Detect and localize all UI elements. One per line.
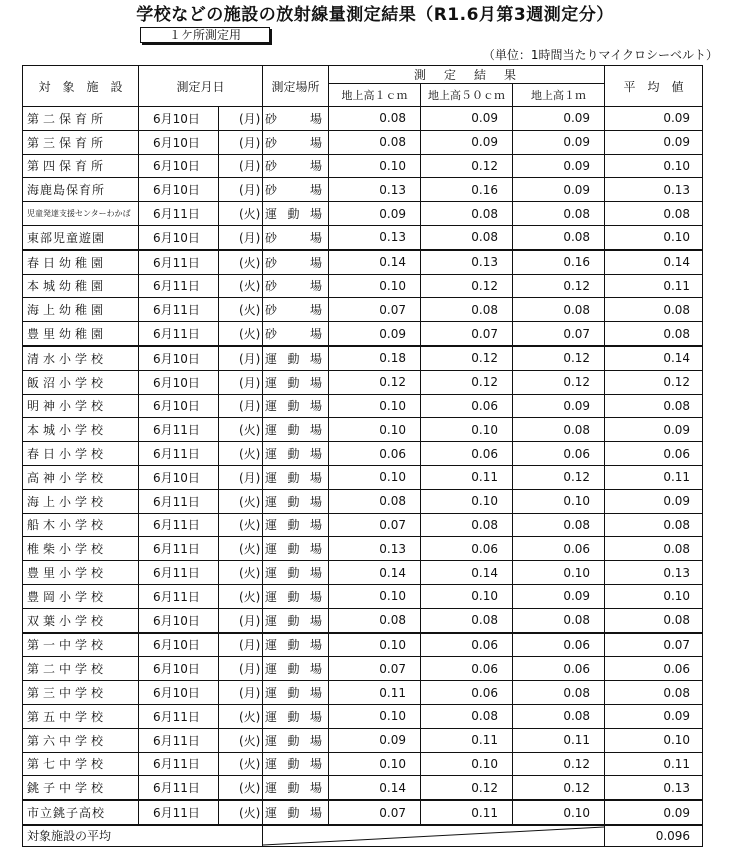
value-50cm-cell: 0.14: [421, 561, 513, 585]
value-50cm-cell: 0.06: [421, 394, 513, 418]
table-row: [23, 130, 703, 154]
date-cell: 6月10日: [139, 657, 219, 681]
value-1m-cell: 0.08: [513, 418, 605, 442]
place-cell: 運動場: [263, 394, 329, 418]
weekday-cell: (月): [219, 346, 263, 370]
weekday-cell: (月): [219, 130, 263, 154]
value-50cm-cell: 0.06: [421, 442, 513, 466]
facility-cell: 東部児童遊園: [23, 225, 139, 249]
average-cell: 0.10: [605, 154, 703, 178]
value-1m-cell: 0.06: [513, 633, 605, 657]
date-cell: 6月10日: [139, 633, 219, 657]
value-50cm-cell: 0.08: [421, 298, 513, 322]
value-1cm-cell: 0.14: [329, 561, 421, 585]
place-cell: 砂場: [263, 130, 329, 154]
date-cell: 6月11日: [139, 274, 219, 298]
average-cell: 0.08: [605, 608, 703, 632]
place-cell: 運動場: [263, 657, 329, 681]
value-50cm-cell: 0.12: [421, 776, 513, 800]
place-cell: 砂場: [263, 322, 329, 346]
facility-cell: 第二中学校: [23, 657, 139, 681]
table-row: [23, 418, 703, 442]
value-1cm-cell: 0.09: [329, 202, 421, 226]
table-row: [23, 442, 703, 466]
weekday-cell: (月): [219, 608, 263, 632]
value-50cm-cell: 0.09: [421, 130, 513, 154]
facility-cell: 椎柴小学校: [23, 537, 139, 561]
average-cell: 0.10: [605, 225, 703, 249]
value-1m-cell: 0.06: [513, 442, 605, 466]
place-cell: 運動場: [263, 202, 329, 226]
weekday-cell: (月): [219, 225, 263, 249]
value-1cm-cell: 0.13: [329, 178, 421, 202]
value-1m-cell: 0.10: [513, 561, 605, 585]
place-cell: 運動場: [263, 442, 329, 466]
table-row: [23, 704, 703, 728]
footer-average-value: 0.096: [605, 825, 703, 847]
header-height-50cm: 地上高５０ｃｍ: [421, 84, 513, 107]
average-cell: 0.13: [605, 776, 703, 800]
facility-cell: 第七中学校: [23, 752, 139, 776]
date-cell: 6月10日: [139, 107, 219, 131]
value-1m-cell: 0.08: [513, 298, 605, 322]
date-cell: 6月11日: [139, 800, 219, 825]
facility-cell: 清水小学校: [23, 346, 139, 370]
value-1m-cell: 0.08: [513, 513, 605, 537]
table-row: [23, 322, 703, 346]
weekday-cell: (月): [219, 465, 263, 489]
average-cell: 0.13: [605, 178, 703, 202]
place-cell: 運動場: [263, 633, 329, 657]
value-50cm-cell: 0.08: [421, 608, 513, 632]
table-row: [23, 513, 703, 537]
average-cell: 0.07: [605, 633, 703, 657]
value-1m-cell: 0.08: [513, 704, 605, 728]
value-1m-cell: 0.12: [513, 274, 605, 298]
header-place: 測定場所: [263, 66, 329, 107]
date-cell: 6月11日: [139, 776, 219, 800]
facility-cell: 明神小学校: [23, 394, 139, 418]
weekday-cell: (月): [219, 394, 263, 418]
diagonal-line: [263, 826, 604, 846]
place-cell: 砂場: [263, 250, 329, 274]
average-cell: 0.14: [605, 346, 703, 370]
header-average: 平 均 値: [605, 66, 703, 107]
value-1cm-cell: 0.06: [329, 442, 421, 466]
date-cell: 6月10日: [139, 608, 219, 632]
value-1cm-cell: 0.10: [329, 154, 421, 178]
table-row: [23, 298, 703, 322]
value-1cm-cell: 0.13: [329, 225, 421, 249]
results-body: [23, 107, 703, 825]
average-cell: 0.09: [605, 107, 703, 131]
value-1m-cell: 0.12: [513, 465, 605, 489]
measurement-type-box: １ケ所測定用: [140, 27, 270, 43]
date-cell: 6月11日: [139, 442, 219, 466]
date-cell: 6月10日: [139, 178, 219, 202]
average-cell: 0.08: [605, 298, 703, 322]
date-cell: 6月11日: [139, 728, 219, 752]
date-cell: 6月11日: [139, 322, 219, 346]
table-row: [23, 776, 703, 800]
date-cell: 6月11日: [139, 537, 219, 561]
value-1cm-cell: 0.10: [329, 584, 421, 608]
value-1m-cell: 0.12: [513, 346, 605, 370]
average-cell: 0.08: [605, 513, 703, 537]
table-row: [23, 537, 703, 561]
facility-cell: 児童発達支援センターわかば: [23, 202, 139, 226]
table-row: [23, 370, 703, 394]
value-50cm-cell: 0.16: [421, 178, 513, 202]
average-cell: 0.11: [605, 274, 703, 298]
value-1cm-cell: 0.14: [329, 776, 421, 800]
value-1m-cell: 0.10: [513, 489, 605, 513]
value-1m-cell: 0.09: [513, 107, 605, 131]
place-cell: 砂場: [263, 178, 329, 202]
date-cell: 6月10日: [139, 681, 219, 705]
value-50cm-cell: 0.06: [421, 657, 513, 681]
average-cell: 0.06: [605, 442, 703, 466]
date-cell: 6月10日: [139, 370, 219, 394]
facility-cell: 春日幼稚園: [23, 250, 139, 274]
place-cell: 砂場: [263, 154, 329, 178]
table-row: [23, 728, 703, 752]
table-row: [23, 489, 703, 513]
place-cell: 運動場: [263, 776, 329, 800]
table-row: [23, 250, 703, 274]
weekday-cell: (火): [219, 537, 263, 561]
facility-cell: 第一中学校: [23, 633, 139, 657]
average-cell: 0.08: [605, 681, 703, 705]
average-cell: 0.14: [605, 250, 703, 274]
date-cell: 6月11日: [139, 752, 219, 776]
place-cell: 運動場: [263, 681, 329, 705]
date-cell: 6月11日: [139, 584, 219, 608]
facility-cell: 第二保育所: [23, 107, 139, 131]
date-cell: 6月11日: [139, 298, 219, 322]
table-row: [23, 752, 703, 776]
footer-label: 対象施設の平均: [23, 825, 263, 847]
table-row: [23, 465, 703, 489]
date-cell: 6月11日: [139, 489, 219, 513]
place-cell: 運動場: [263, 704, 329, 728]
value-1m-cell: 0.07: [513, 322, 605, 346]
place-cell: 運動場: [263, 513, 329, 537]
value-1cm-cell: 0.10: [329, 465, 421, 489]
average-cell: 0.09: [605, 800, 703, 825]
weekday-cell: (月): [219, 154, 263, 178]
table-row: [23, 800, 703, 825]
value-1m-cell: 0.11: [513, 728, 605, 752]
facility-cell: 本城幼稚園: [23, 274, 139, 298]
value-1m-cell: 0.16: [513, 250, 605, 274]
page-title: 学校などの施設の放射線量測定結果（R1.6月第3週測定分）: [136, 5, 614, 25]
facility-cell: 海上小学校: [23, 489, 139, 513]
weekday-cell: (火): [219, 561, 263, 585]
value-50cm-cell: 0.10: [421, 752, 513, 776]
date-cell: 6月11日: [139, 202, 219, 226]
table-row: [23, 178, 703, 202]
value-1cm-cell: 0.13: [329, 537, 421, 561]
facility-cell: 銚子中学校: [23, 776, 139, 800]
header-date: 測定月日: [139, 66, 263, 107]
value-1m-cell: 0.12: [513, 370, 605, 394]
value-1m-cell: 0.06: [513, 657, 605, 681]
average-cell: 0.09: [605, 418, 703, 442]
facility-cell: 本城小学校: [23, 418, 139, 442]
header-result: 測 定 結 果: [329, 66, 605, 84]
place-cell: 運動場: [263, 800, 329, 825]
weekday-cell: (火): [219, 442, 263, 466]
place-cell: 運動場: [263, 537, 329, 561]
value-1m-cell: 0.09: [513, 394, 605, 418]
weekday-cell: (火): [219, 298, 263, 322]
facility-cell: 春日小学校: [23, 442, 139, 466]
value-50cm-cell: 0.09: [421, 107, 513, 131]
weekday-cell: (火): [219, 752, 263, 776]
value-50cm-cell: 0.11: [421, 465, 513, 489]
value-50cm-cell: 0.06: [421, 537, 513, 561]
value-50cm-cell: 0.11: [421, 728, 513, 752]
weekday-cell: (火): [219, 584, 263, 608]
value-50cm-cell: 0.12: [421, 346, 513, 370]
facility-cell: 双葉小学校: [23, 608, 139, 632]
value-1cm-cell: 0.07: [329, 800, 421, 825]
value-1cm-cell: 0.08: [329, 107, 421, 131]
value-1cm-cell: 0.18: [329, 346, 421, 370]
place-cell: 砂場: [263, 274, 329, 298]
value-1cm-cell: 0.12: [329, 370, 421, 394]
header-height-1cm: 地上高１ｃｍ: [329, 84, 421, 107]
value-1m-cell: 0.12: [513, 752, 605, 776]
facility-cell: 高神小学校: [23, 465, 139, 489]
value-1cm-cell: 0.10: [329, 274, 421, 298]
table-row: [23, 681, 703, 705]
facility-cell: 飯沼小学校: [23, 370, 139, 394]
weekday-cell: (月): [219, 370, 263, 394]
date-cell: 6月11日: [139, 418, 219, 442]
value-50cm-cell: 0.08: [421, 225, 513, 249]
facility-cell: 船木小学校: [23, 513, 139, 537]
table-row: [23, 225, 703, 249]
value-50cm-cell: 0.10: [421, 489, 513, 513]
place-cell: 砂場: [263, 298, 329, 322]
table-row: [23, 154, 703, 178]
value-1cm-cell: 0.08: [329, 130, 421, 154]
table-row: [23, 346, 703, 370]
header-height-1m: 地上高１ｍ: [513, 84, 605, 107]
value-1cm-cell: 0.08: [329, 489, 421, 513]
weekday-cell: (火): [219, 776, 263, 800]
place-cell: 運動場: [263, 489, 329, 513]
value-50cm-cell: 0.08: [421, 202, 513, 226]
value-50cm-cell: 0.06: [421, 681, 513, 705]
table-row: [23, 107, 703, 131]
facility-cell: 第五中学校: [23, 704, 139, 728]
table-row: [23, 584, 703, 608]
average-cell: 0.09: [605, 130, 703, 154]
date-cell: 6月10日: [139, 346, 219, 370]
place-cell: 砂場: [263, 225, 329, 249]
facility-cell: 海上幼稚園: [23, 298, 139, 322]
value-50cm-cell: 0.12: [421, 274, 513, 298]
weekday-cell: (月): [219, 657, 263, 681]
table-row: [23, 561, 703, 585]
value-1cm-cell: 0.10: [329, 752, 421, 776]
table-row: [23, 394, 703, 418]
facility-cell: 第三中学校: [23, 681, 139, 705]
date-cell: 6月11日: [139, 561, 219, 585]
date-cell: 6月10日: [139, 225, 219, 249]
place-cell: 運動場: [263, 584, 329, 608]
value-1m-cell: 0.09: [513, 584, 605, 608]
value-1cm-cell: 0.11: [329, 681, 421, 705]
place-cell: 運動場: [263, 346, 329, 370]
value-1cm-cell: 0.09: [329, 728, 421, 752]
weekday-cell: (火): [219, 274, 263, 298]
weekday-cell: (火): [219, 250, 263, 274]
average-cell: 0.08: [605, 202, 703, 226]
table-row: [23, 202, 703, 226]
place-cell: 砂場: [263, 107, 329, 131]
date-cell: 6月10日: [139, 154, 219, 178]
value-50cm-cell: 0.11: [421, 800, 513, 825]
average-cell: 0.13: [605, 561, 703, 585]
place-cell: 運動場: [263, 370, 329, 394]
value-1m-cell: 0.12: [513, 776, 605, 800]
average-cell: 0.12: [605, 370, 703, 394]
average-cell: 0.08: [605, 322, 703, 346]
average-cell: 0.09: [605, 704, 703, 728]
weekday-cell: (月): [219, 107, 263, 131]
value-1m-cell: 0.09: [513, 130, 605, 154]
place-cell: 運動場: [263, 465, 329, 489]
footer-blank: [263, 825, 605, 847]
date-cell: 6月10日: [139, 465, 219, 489]
date-cell: 6月11日: [139, 513, 219, 537]
weekday-cell: (火): [219, 418, 263, 442]
value-50cm-cell: 0.08: [421, 513, 513, 537]
value-50cm-cell: 0.08: [421, 704, 513, 728]
value-1m-cell: 0.08: [513, 681, 605, 705]
results-table: [22, 65, 703, 847]
weekday-cell: (火): [219, 202, 263, 226]
place-cell: 運動場: [263, 608, 329, 632]
table-row: [23, 274, 703, 298]
value-1m-cell: 0.06: [513, 537, 605, 561]
value-1m-cell: 0.08: [513, 608, 605, 632]
value-50cm-cell: 0.12: [421, 154, 513, 178]
value-1cm-cell: 0.07: [329, 657, 421, 681]
average-cell: 0.10: [605, 584, 703, 608]
facility-cell: 海鹿島保育所: [23, 178, 139, 202]
value-50cm-cell: 0.10: [421, 418, 513, 442]
weekday-cell: (月): [219, 178, 263, 202]
date-cell: 6月11日: [139, 250, 219, 274]
average-cell: 0.10: [605, 728, 703, 752]
value-1cm-cell: 0.10: [329, 418, 421, 442]
value-1cm-cell: 0.10: [329, 633, 421, 657]
facility-cell: 第四保育所: [23, 154, 139, 178]
weekday-cell: (火): [219, 800, 263, 825]
value-1cm-cell: 0.07: [329, 298, 421, 322]
weekday-cell: (火): [219, 489, 263, 513]
weekday-cell: (月): [219, 681, 263, 705]
table-row: [23, 633, 703, 657]
average-cell: 0.11: [605, 465, 703, 489]
place-cell: 運動場: [263, 418, 329, 442]
value-1m-cell: 0.08: [513, 202, 605, 226]
date-cell: 6月11日: [139, 704, 219, 728]
value-1cm-cell: 0.14: [329, 250, 421, 274]
date-cell: 6月10日: [139, 394, 219, 418]
facility-cell: 豊岡小学校: [23, 584, 139, 608]
average-cell: 0.08: [605, 394, 703, 418]
weekday-cell: (火): [219, 704, 263, 728]
place-cell: 運動場: [263, 728, 329, 752]
value-1m-cell: 0.08: [513, 225, 605, 249]
value-50cm-cell: 0.10: [421, 584, 513, 608]
header-facility: 対 象 施 設: [23, 66, 139, 107]
value-1cm-cell: 0.08: [329, 608, 421, 632]
average-cell: 0.08: [605, 537, 703, 561]
value-1cm-cell: 0.10: [329, 394, 421, 418]
value-50cm-cell: 0.12: [421, 370, 513, 394]
facility-cell: 豊里幼稚園: [23, 322, 139, 346]
weekday-cell: (月): [219, 633, 263, 657]
unit-note: （単位：1時間当たりマイクロシーベルト）: [482, 48, 718, 62]
value-50cm-cell: 0.06: [421, 633, 513, 657]
place-cell: 運動場: [263, 561, 329, 585]
weekday-cell: (火): [219, 728, 263, 752]
table-row: [23, 657, 703, 681]
facility-cell: 第六中学校: [23, 728, 139, 752]
place-cell: 運動場: [263, 752, 329, 776]
value-50cm-cell: 0.07: [421, 322, 513, 346]
average-cell: 0.11: [605, 752, 703, 776]
table-row: [23, 608, 703, 632]
value-1cm-cell: 0.10: [329, 704, 421, 728]
facility-cell: 市立銚子高校: [23, 800, 139, 825]
facility-cell: 豊里小学校: [23, 561, 139, 585]
value-1cm-cell: 0.07: [329, 513, 421, 537]
value-50cm-cell: 0.13: [421, 250, 513, 274]
value-1cm-cell: 0.09: [329, 322, 421, 346]
value-1m-cell: 0.10: [513, 800, 605, 825]
facility-cell: 第三保育所: [23, 130, 139, 154]
value-1m-cell: 0.09: [513, 178, 605, 202]
weekday-cell: (火): [219, 513, 263, 537]
average-cell: 0.06: [605, 657, 703, 681]
date-cell: 6月10日: [139, 130, 219, 154]
average-cell: 0.09: [605, 489, 703, 513]
value-1m-cell: 0.09: [513, 154, 605, 178]
weekday-cell: (火): [219, 322, 263, 346]
